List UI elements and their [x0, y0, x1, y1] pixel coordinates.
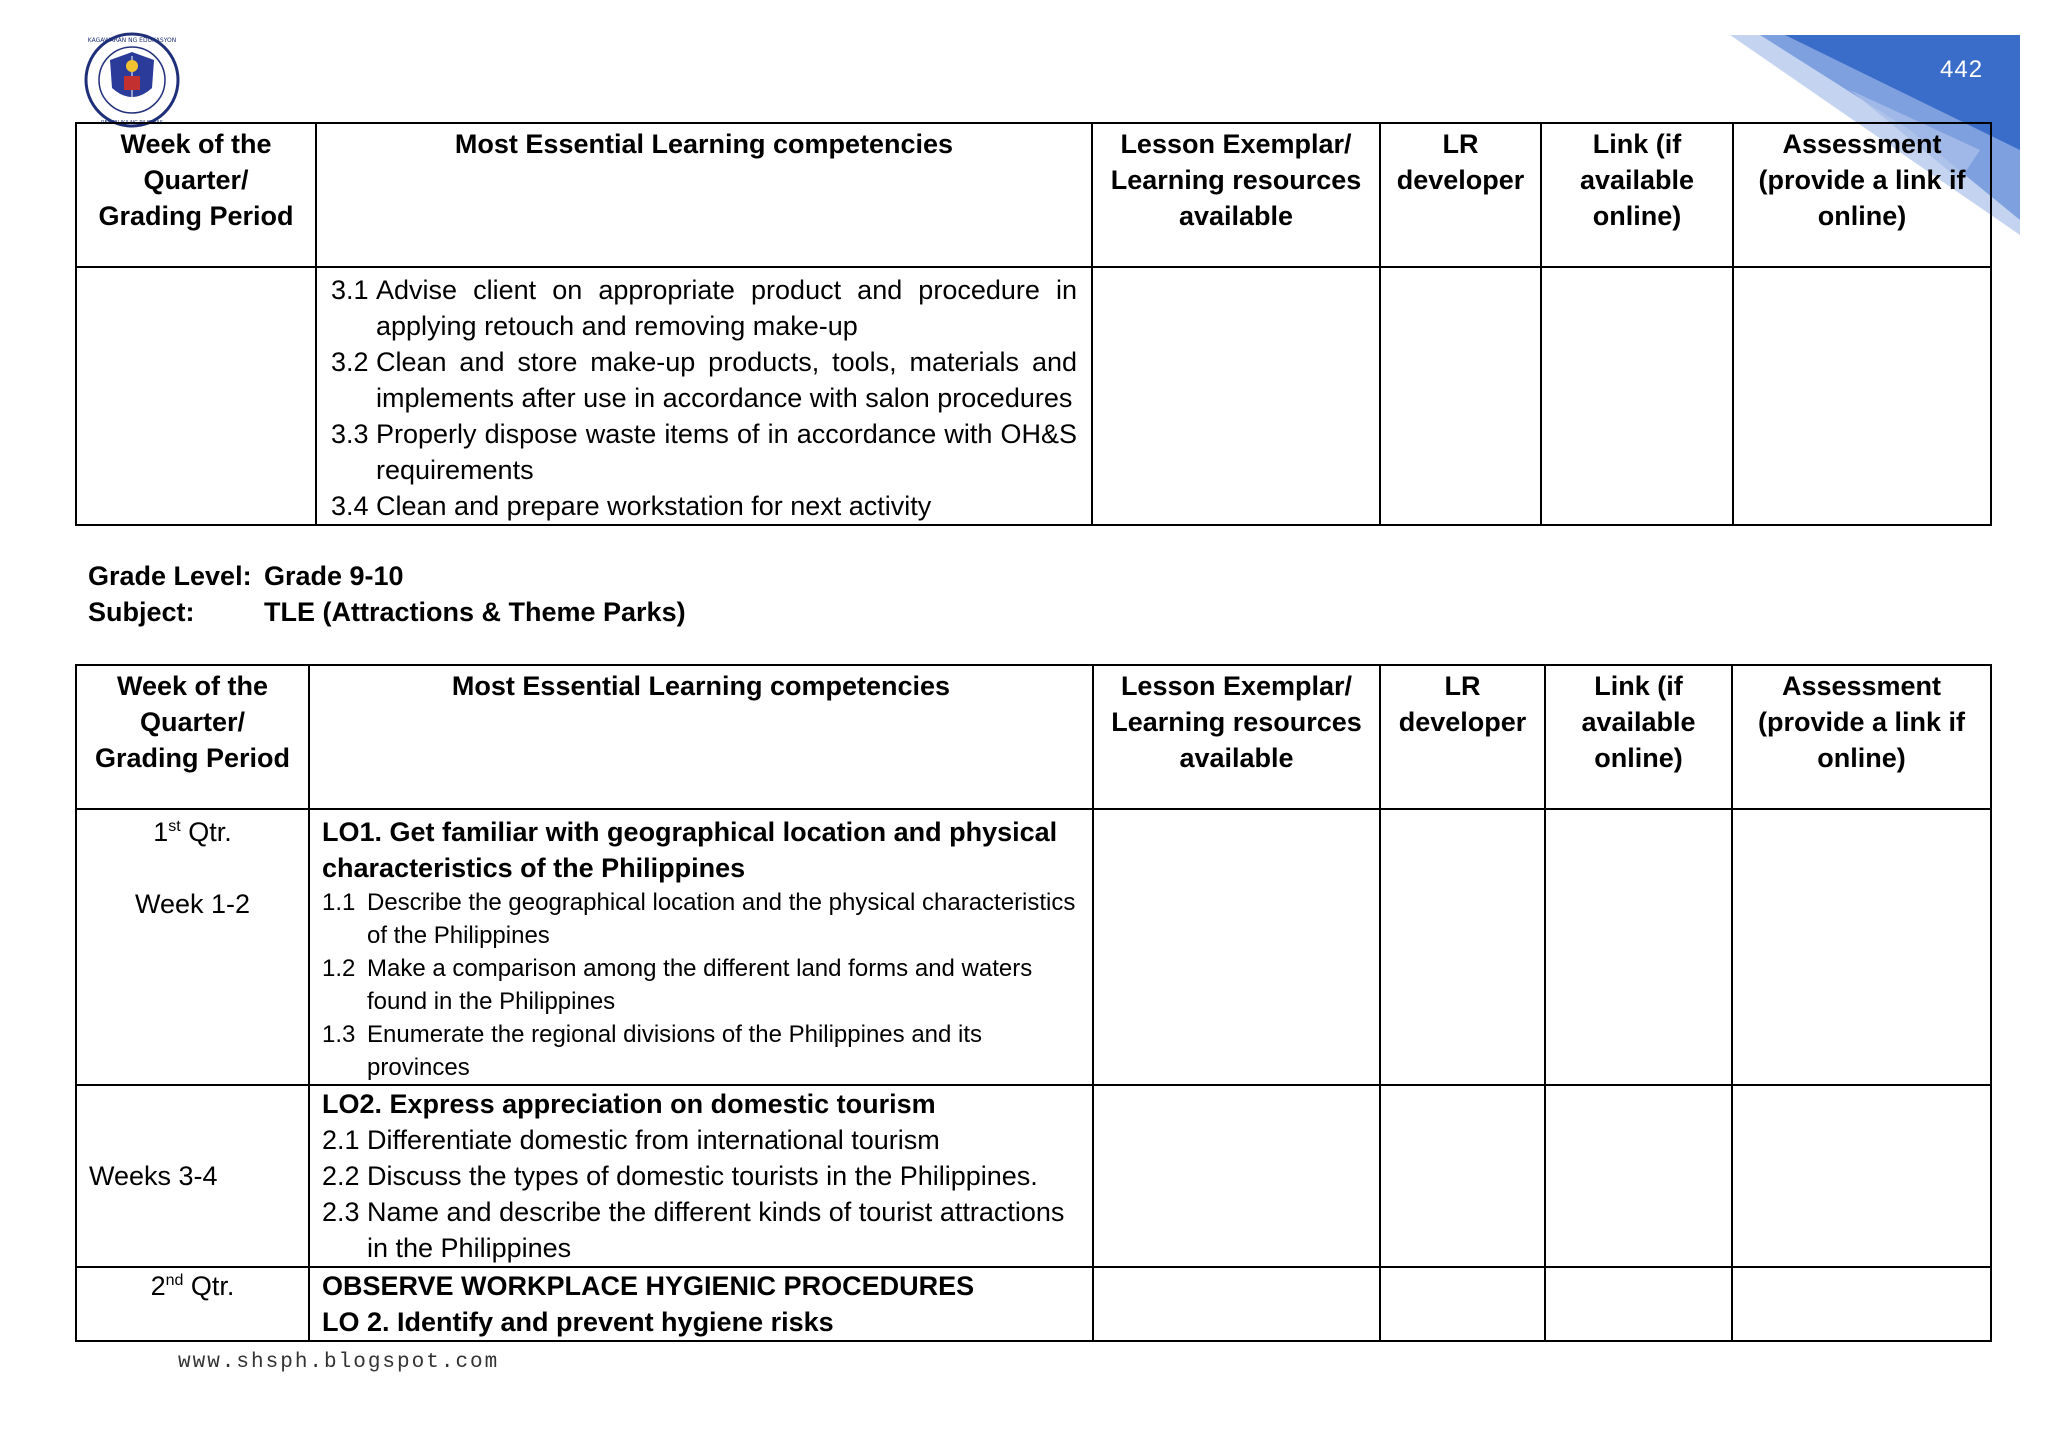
lesson-cell: [1093, 809, 1380, 1085]
page-number: 442: [1940, 56, 1984, 83]
header-week: Week of the Quarter/ Grading Period: [76, 123, 316, 267]
deped-seal-logo: [84, 32, 180, 128]
competency-item: 2.1 Differentiate domestic from international tourism: [322, 1125, 940, 1155]
competency-item: 1.1 Describe the geographical location and the physical characteristics of the Philippines: [322, 889, 1076, 949]
header-link: Link (if available online): [1545, 665, 1732, 809]
link-cell: [1545, 809, 1732, 1085]
lr-cell: [1380, 1085, 1545, 1267]
table-row: [76, 809, 1991, 1085]
week-cell: [76, 267, 316, 525]
week-cell: [76, 1085, 309, 1267]
mel-cell: [309, 809, 1093, 1085]
grade-level-label: Grade Level:: [88, 561, 252, 591]
assessment-cell: [1732, 809, 1991, 1085]
header-lesson-exemplar: Lesson Exemplar/ Learning resources available: [1092, 123, 1380, 267]
header-lr-developer: LR developer: [1380, 665, 1545, 809]
table-row: [76, 1085, 1991, 1267]
competency-item: 2.2 Discuss the types of domestic tourists in the Philippines.: [322, 1161, 1038, 1191]
header-mel: Most Essential Learning competencies: [316, 123, 1092, 267]
learning-outcome: LO1. Get familiar with geographical location and physical characteristics of the Philippines: [322, 817, 1058, 883]
section-title: OBSERVE WORKPLACE HYGIENIC PROCEDURES: [322, 1271, 975, 1301]
grade-level-value: Grade 9-10: [264, 561, 404, 591]
competency-table-continued: [75, 122, 1992, 526]
lesson-cell: [1092, 267, 1380, 525]
header-week: Week of the Quarter/ Grading Period: [76, 665, 309, 809]
link-cell: [1545, 1267, 1732, 1341]
lr-cell: [1380, 267, 1541, 525]
week-label: Week 1-2: [134, 889, 251, 919]
footer-url: www.shsph.blogspot.com: [178, 1351, 500, 1374]
mel-cell: [316, 267, 1092, 525]
subject-meta: [88, 558, 686, 630]
learning-outcome: LO2. Express appreciation on domestic tourism: [322, 1089, 936, 1119]
logo-top-text: KAGAWARAN NG EDUKASYON: [87, 37, 177, 44]
lesson-cell: [1093, 1267, 1380, 1341]
lr-cell: [1380, 809, 1545, 1085]
competency-item: 3.1 Advise client on appropriate product and procedure in applying retouch and removing make-up: [331, 275, 1077, 341]
header-lesson-exemplar: Lesson Exemplar/ Learning resources available: [1093, 665, 1380, 809]
quarter-label: 2nd Qtr.: [150, 1271, 235, 1301]
competency-item: 1.2 Make a comparison among the different land forms and waters found in the Philippines: [322, 955, 1033, 1015]
assessment-cell: [1733, 267, 1991, 525]
competency-item: 1.3 Enumerate the regional divisions of the Philippines and its provinces: [322, 1021, 983, 1081]
table-row: [76, 1267, 1991, 1341]
week-cell: [76, 809, 309, 1085]
mel-cell: [309, 1267, 1093, 1341]
quarter-label: 1st Qtr.: [153, 817, 232, 847]
week-cell: [76, 1267, 309, 1341]
competency-item: 2.3 Name and describe the different kinds of tourist attractions in the Philippines: [322, 1197, 1065, 1263]
lesson-cell: [1093, 1085, 1380, 1267]
subject-value: TLE (Attractions & Theme Parks): [264, 597, 686, 627]
link-cell: [1545, 1085, 1732, 1267]
header-assessment: Assessment (provide a link if online): [1732, 665, 1991, 809]
competency-item: 3.2 Clean and store make-up products, tools, materials and implements after use in accordance with salon procedures: [331, 347, 1077, 413]
link-cell: [1541, 267, 1733, 525]
assessment-cell: [1732, 1267, 1991, 1341]
competency-table-tle: [75, 664, 1992, 1342]
mel-cell: [309, 1085, 1093, 1267]
logo-bottom-text: REPUBLIKA NG PILIPINAS: [101, 120, 163, 126]
header-lr-developer: LR developer: [1380, 123, 1541, 267]
header-link: Link (if available online): [1541, 123, 1733, 267]
competency-item: 3.3 Properly dispose waste items of in accordance with OH&S requirements: [331, 419, 1077, 485]
learning-outcome: LO 2. Identify and prevent hygiene risks: [322, 1307, 834, 1337]
lr-cell: [1380, 1267, 1545, 1341]
week-label: Weeks 3-4: [89, 1161, 218, 1191]
table-row: [76, 267, 1991, 525]
header-assessment: Assessment (provide a link if online): [1733, 123, 1991, 267]
subject-label: Subject:: [88, 597, 195, 627]
competency-item: 3.4 Clean and prepare workstation for next activity: [331, 491, 932, 521]
assessment-cell: [1732, 1085, 1991, 1267]
header-mel: Most Essential Learning competencies: [309, 665, 1093, 809]
